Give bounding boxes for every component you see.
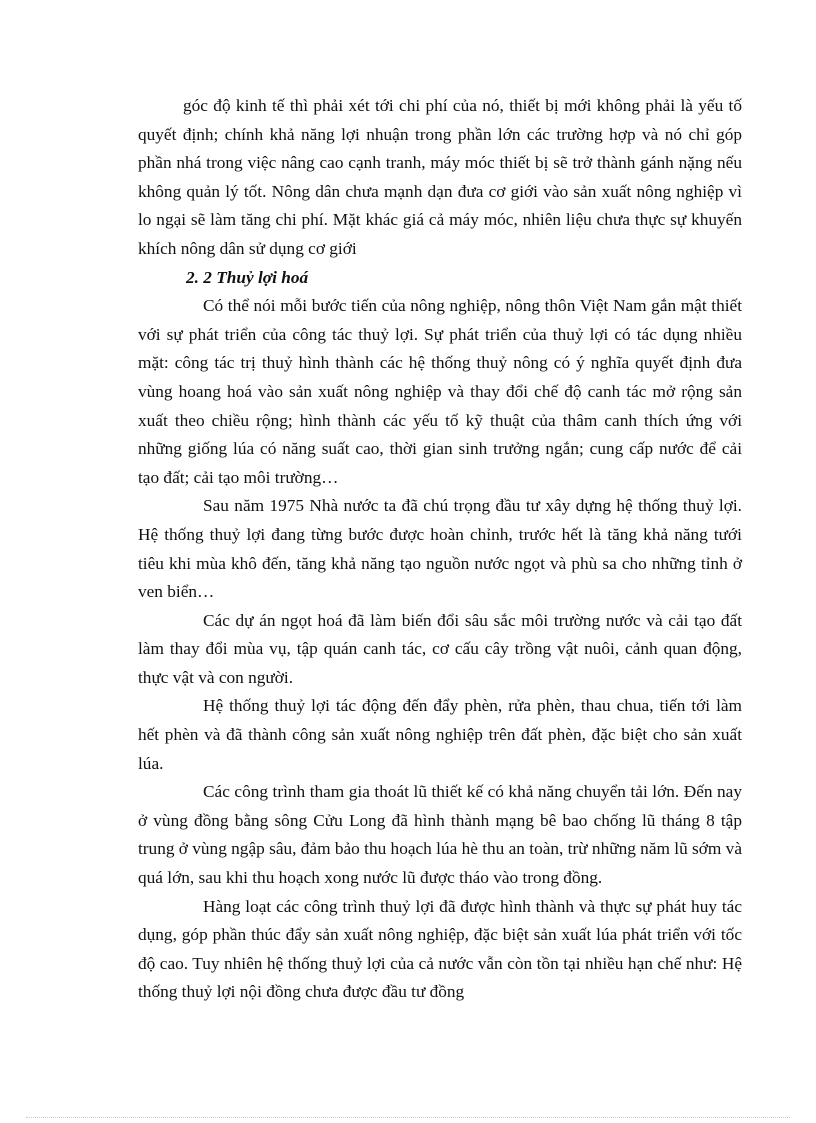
footer-divider	[26, 1117, 790, 1118]
paragraph: Sau năm 1975 Nhà nước ta đã chú trọng đầu tư xây dựng hệ thống thuỷ lợi. Hệ thống thuỷ lợi đang từng bước được hoàn chỉnh, trước hết là tăng khả năng tưới tiêu khi mùa khô đến, tăng khả năng tạo nguồn nước ngọt và phù sa cho những tỉnh ở ven biển…	[138, 496, 742, 602]
paragraph: Có thể nói mỗi bước tiến của nông nghiệp, nông thôn Việt Nam gắn mật thiết với sự phát triển của công tác thuỷ lợi. Sự phát triển của thuỷ lợi có tác dụng nhiều mặt: công tác trị thuỷ hình thành các hệ thống thuỷ nông có ý nghĩa quyết định đưa vùng hoang hoá vào sản xuất nông nghiệp và thay đổi chế độ canh tác mở rộng sản xuất theo chiều rộng; hình thành các yếu tố kỹ thuật của thâm canh thích ứng với những giống lúa có năng suất cao, thời gian sinh trưởng ngắn; cung cấp nước để cải tạo đất; cải tạo môi trường…	[138, 296, 742, 487]
paragraph-continuation: góc độ kinh tế thì phải xét tới chi phí của nó, thiết bị mới không phải là yếu tố quyết định; chính khả năng lợi nhuận trong phần lớn các trường hợp và nó chỉ góp phần nhá trong việc nâng cao cạnh tranh, máy móc thiết bị sẽ trở thành gánh nặng nếu không quản lý tốt. Nông dân chưa mạnh dạn đưa cơ giới vào sản xuất nông nghiệp vì lo ngại sẽ làm tăng chi phí. Mặt khác giá cả máy móc, nhiên liệu chưa thực sự khuyến khích nông dân sử dụng cơ giới	[138, 96, 742, 258]
paragraph: Các dự án ngọt hoá đã làm biến đổi sâu sắc môi trường nước và cải tạo đất làm thay đổi mùa vụ, tập quán canh tác, cơ cấu cây trồng vật nuôi, cảnh quan động, thực vật và con người.	[138, 610, 742, 687]
paragraph: Hệ thống thuỷ lợi tác động đến đẩy phèn, rửa phèn, thau chua, tiến tới làm hết phèn và đã thành công sản xuất nông nghiệp trên đất phèn, đặc biệt cho sản xuất lúa.	[138, 696, 742, 773]
section-heading: 2. 2 Thuỷ lợi hoá	[186, 267, 309, 287]
body-text	[138, 92, 742, 1007]
paragraph: Hàng loạt các công trình thuỷ lợi đã được hình thành và thực sự phát huy tác dụng, góp phần thúc đẩy sản xuất nông nghiệp, đặc biệt sản xuất lúa phát triển với tốc độ cao. Tuy nhiên hệ thống thuỷ lợi của cả nước vẫn còn tồn tại nhiều hạn chế như: Hệ thống thuỷ lợi nội đồng chưa được đầu tư đồng	[138, 896, 742, 1002]
paragraph: Các công trình tham gia thoát lũ thiết kế có khả năng chuyển tải lớn. Đến nay ở vùng đồng bằng sông Cửu Long đã hình thành mạng bê bao chống lũ tháng 8 tập trung ở vùng ngập sâu, đảm bảo thu hoạch lúa hè thu an toàn, trừ những năm lũ sớm và quá lớn, sau khi thu hoạch xong nước lũ được tháo vào trong đồng.	[138, 782, 742, 888]
